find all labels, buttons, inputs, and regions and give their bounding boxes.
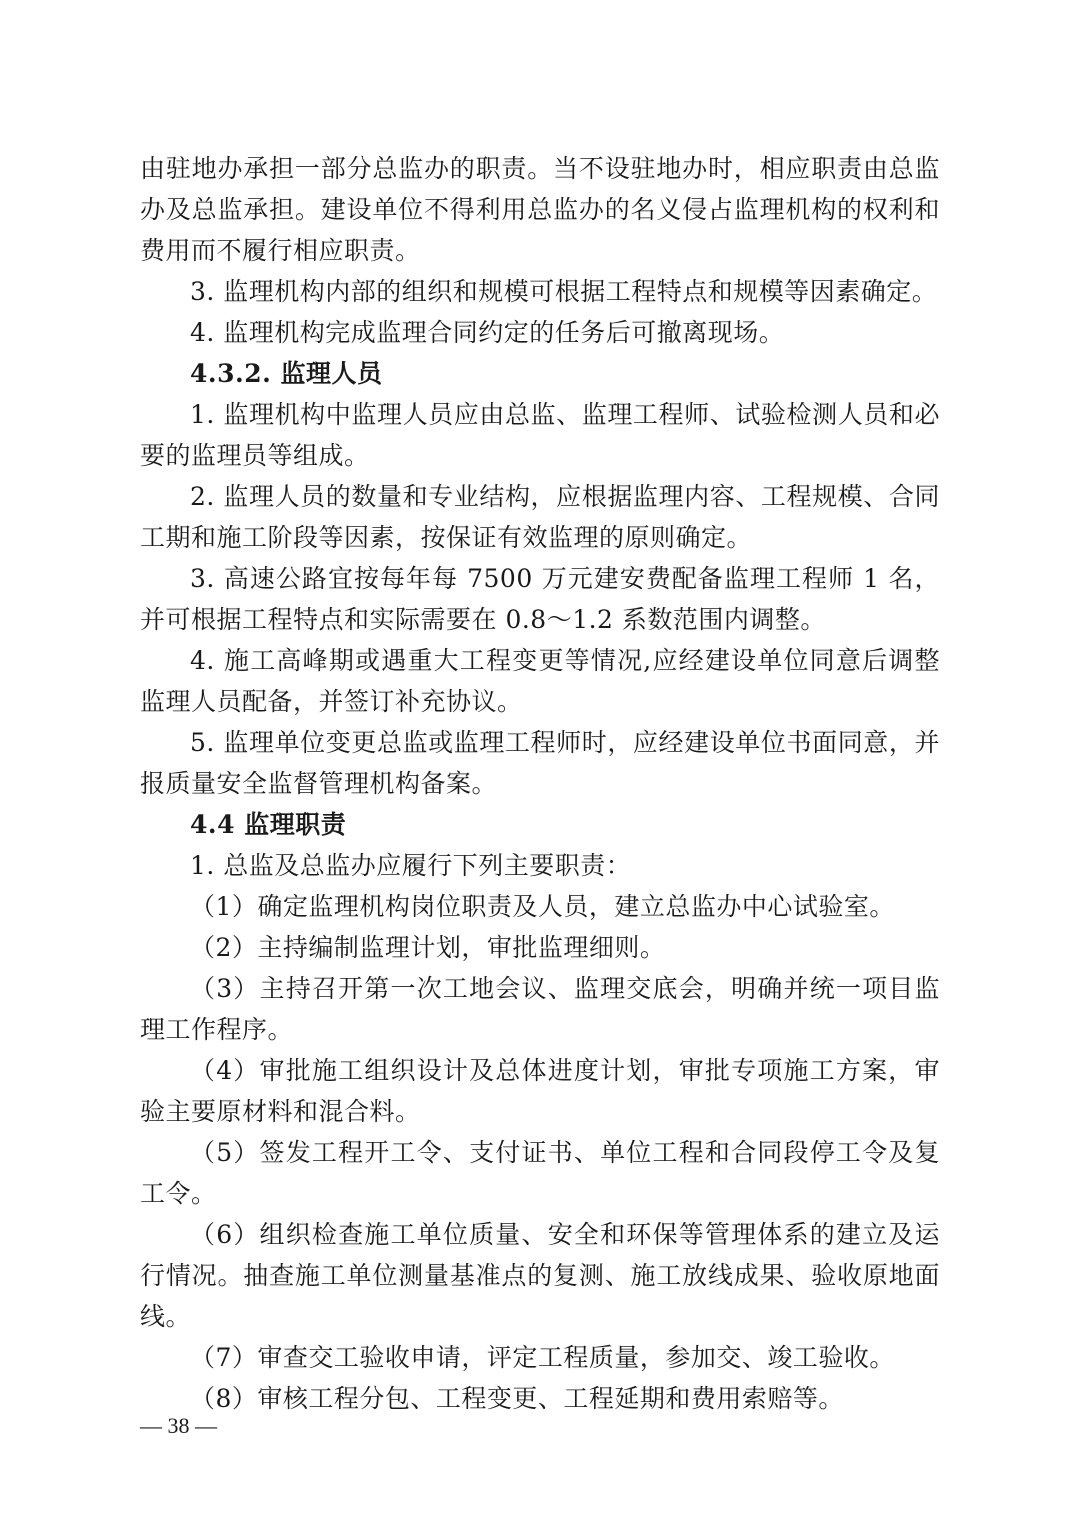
- section-heading: 4.4 监理职责: [190, 810, 347, 839]
- document-body: [140, 148, 940, 1419]
- paragraph: 4. 施工高峰期或遇重大工程变更等情况,应经建设单位同意后调整监理人员配备，并签订补充协议。: [140, 646, 940, 716]
- paragraph: （7）审查交工验收申请，评定工程质量，参加交、竣工验收。: [190, 1343, 895, 1372]
- paragraph: （8）审核工程分包、工程变更、工程延期和费用索赔等。: [190, 1384, 844, 1413]
- paragraph: 1. 监理机构中监理人员应由总监、监理工程师、试验检测人员和必要的监理员等组成。: [140, 400, 940, 470]
- paragraph: 1. 总监及总监办应履行下列主要职责：: [190, 851, 632, 880]
- paragraph: （2）主持编制监理计划，审批监理细则。: [190, 933, 666, 962]
- page-number: — 38 —: [140, 1413, 217, 1438]
- paragraph: 由驻地办承担一部分总监办的职责。当不设驻地办时，相应职责由总监办及总监承担。建设单位不得利用总监办的名义侵占监理机构的权利和费用而不履行相应职责。: [140, 154, 940, 265]
- paragraph: 2. 监理人员的数量和专业结构，应根据监理内容、工程规模、合同工期和施工阶段等因素，按保证有效监理的原则确定。: [140, 482, 940, 552]
- paragraph: （1）确定监理机构岗位职责及人员，建立总监办中心试验室。: [190, 892, 895, 921]
- paragraph: 3. 监理机构内部的组织和规模可根据工程特点和规模等因素确定。: [190, 277, 938, 306]
- paragraph: （5）签发工程开工令、支付证书、单位工程和合同段停工令及复工令。: [140, 1138, 940, 1208]
- paragraph: 5. 监理单位变更总监或监理工程师时，应经建设单位书面同意，并报质量安全监督管理机构备案。: [140, 728, 940, 798]
- paragraph: 3. 高速公路宜按每年每 7500 万元建安费配备监理工程师 1 名，并可根据工程特点和实际需要在 0.8～1.2 系数范围内调整。: [140, 564, 940, 634]
- paragraph: （4）审批施工组织设计及总体进度计划，审批专项施工方案，审验主要原材料和混合料。: [140, 1056, 940, 1126]
- section-heading: 4.3.2. 监理人员: [190, 359, 383, 388]
- paragraph: 4. 监理机构完成监理合同约定的任务后可撤离现场。: [190, 318, 785, 347]
- paragraph: （3）主持召开第一次工地会议、监理交底会，明确并统一项目监理工作程序。: [140, 974, 940, 1044]
- paragraph: （6）组织检查施工单位质量、安全和环保等管理体系的建立及运行情况。抽查施工单位测量基准点的复测、施工放线成果、验收原地面线。: [140, 1220, 940, 1331]
